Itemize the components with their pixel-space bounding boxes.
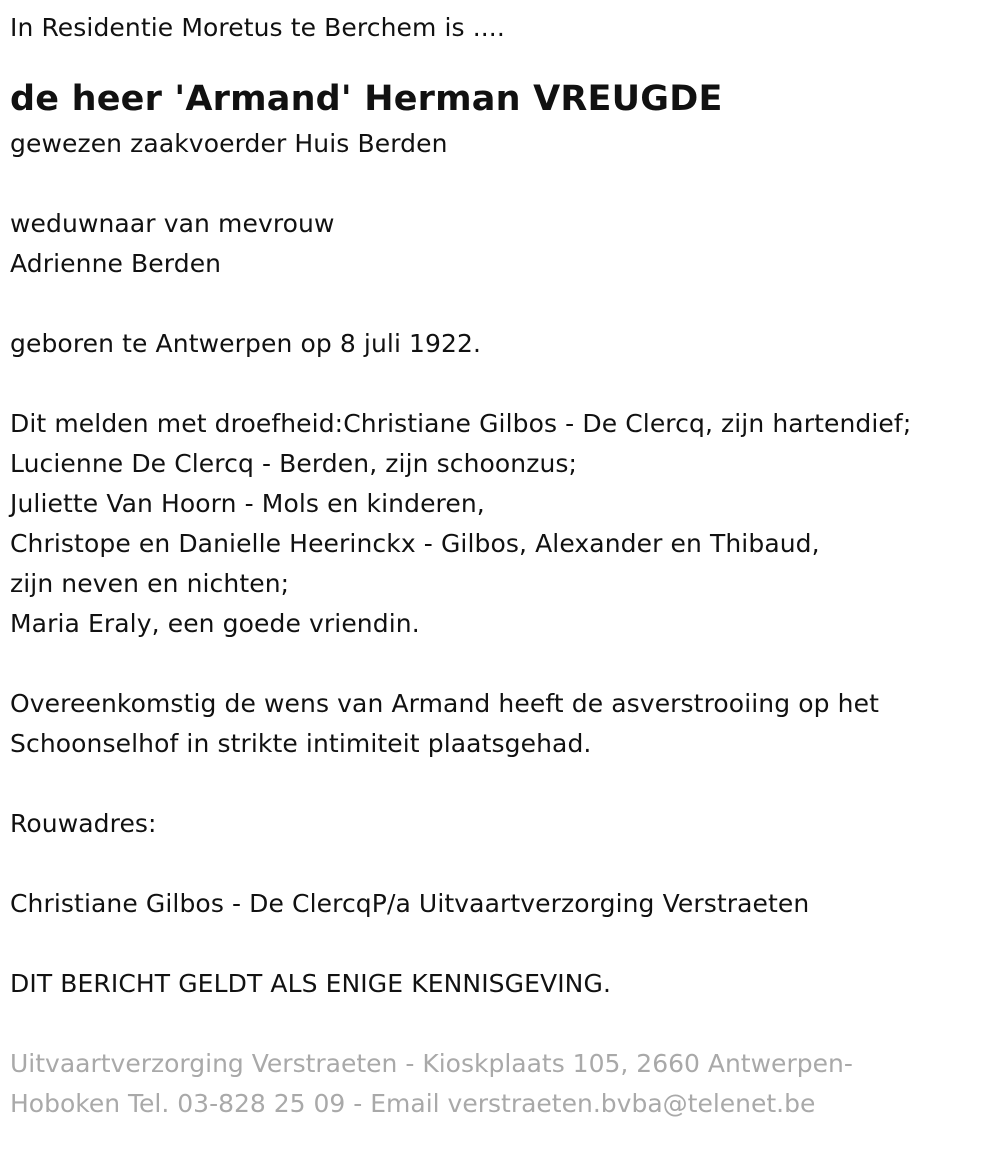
spacer xyxy=(10,164,990,204)
spacer xyxy=(10,284,990,324)
spacer xyxy=(10,644,990,684)
deceased-name-heading: de heer 'Armand' Herman VREUGDE xyxy=(10,79,723,119)
family-section xyxy=(10,404,990,644)
family-line: zijn neven en nichten; xyxy=(10,569,290,598)
ceremony-line: Schoonselhof in strikte intimiteit plaatsgehad. xyxy=(10,729,592,758)
ceremony-line: Overeenkomstig de wens van Armand heeft de asverstrooiing op het xyxy=(10,689,879,718)
family-line: Juliette Van Hoorn - Mols en kinderen, xyxy=(10,489,485,518)
spacer xyxy=(10,364,990,404)
spacer xyxy=(10,764,990,804)
occupation-text: gewezen zaakvoerder Huis Berden xyxy=(10,129,448,158)
family-line: Lucienne De Clercq - Berden, zijn schoonzus; xyxy=(10,449,578,478)
footer-section xyxy=(10,1044,990,1124)
intro-text: In Residentie Moretus te Berchem is .... xyxy=(10,13,505,42)
address-line: Christiane Gilbos - De ClercqP/a Uitvaartverzorging Verstraeten xyxy=(10,889,810,918)
birth-text: geboren te Antwerpen op 8 juli 1922. xyxy=(10,329,482,358)
address-label: Rouwadres: xyxy=(10,809,157,838)
notice-text: DIT BERICHT GELDT ALS ENIGE KENNISGEVING. xyxy=(10,969,611,998)
spacer xyxy=(10,844,990,884)
ceremony-section xyxy=(10,684,990,764)
family-line: Christope en Danielle Heerinckx - Gilbos, Alexander en Thibaud, xyxy=(10,529,820,558)
spacer xyxy=(10,1004,990,1044)
spacer xyxy=(10,924,990,964)
family-line: Dit melden met droefheid:Christiane Gilbos - De Clercq, zijn hartendief; xyxy=(10,409,912,438)
footer-line: Hoboken Tel. 03-828 25 09 - Email verstraeten.bvba@telenet.be xyxy=(10,1089,816,1118)
spouse-line-1: weduwnaar van mevrouw xyxy=(10,209,335,238)
footer-line: Uitvaartverzorging Verstraeten - Kioskplaats 105, 2660 Antwerpen- xyxy=(10,1049,853,1078)
family-line: Maria Eraly, een goede vriendin. xyxy=(10,609,420,638)
spouse-line-2: Adrienne Berden xyxy=(10,249,222,278)
